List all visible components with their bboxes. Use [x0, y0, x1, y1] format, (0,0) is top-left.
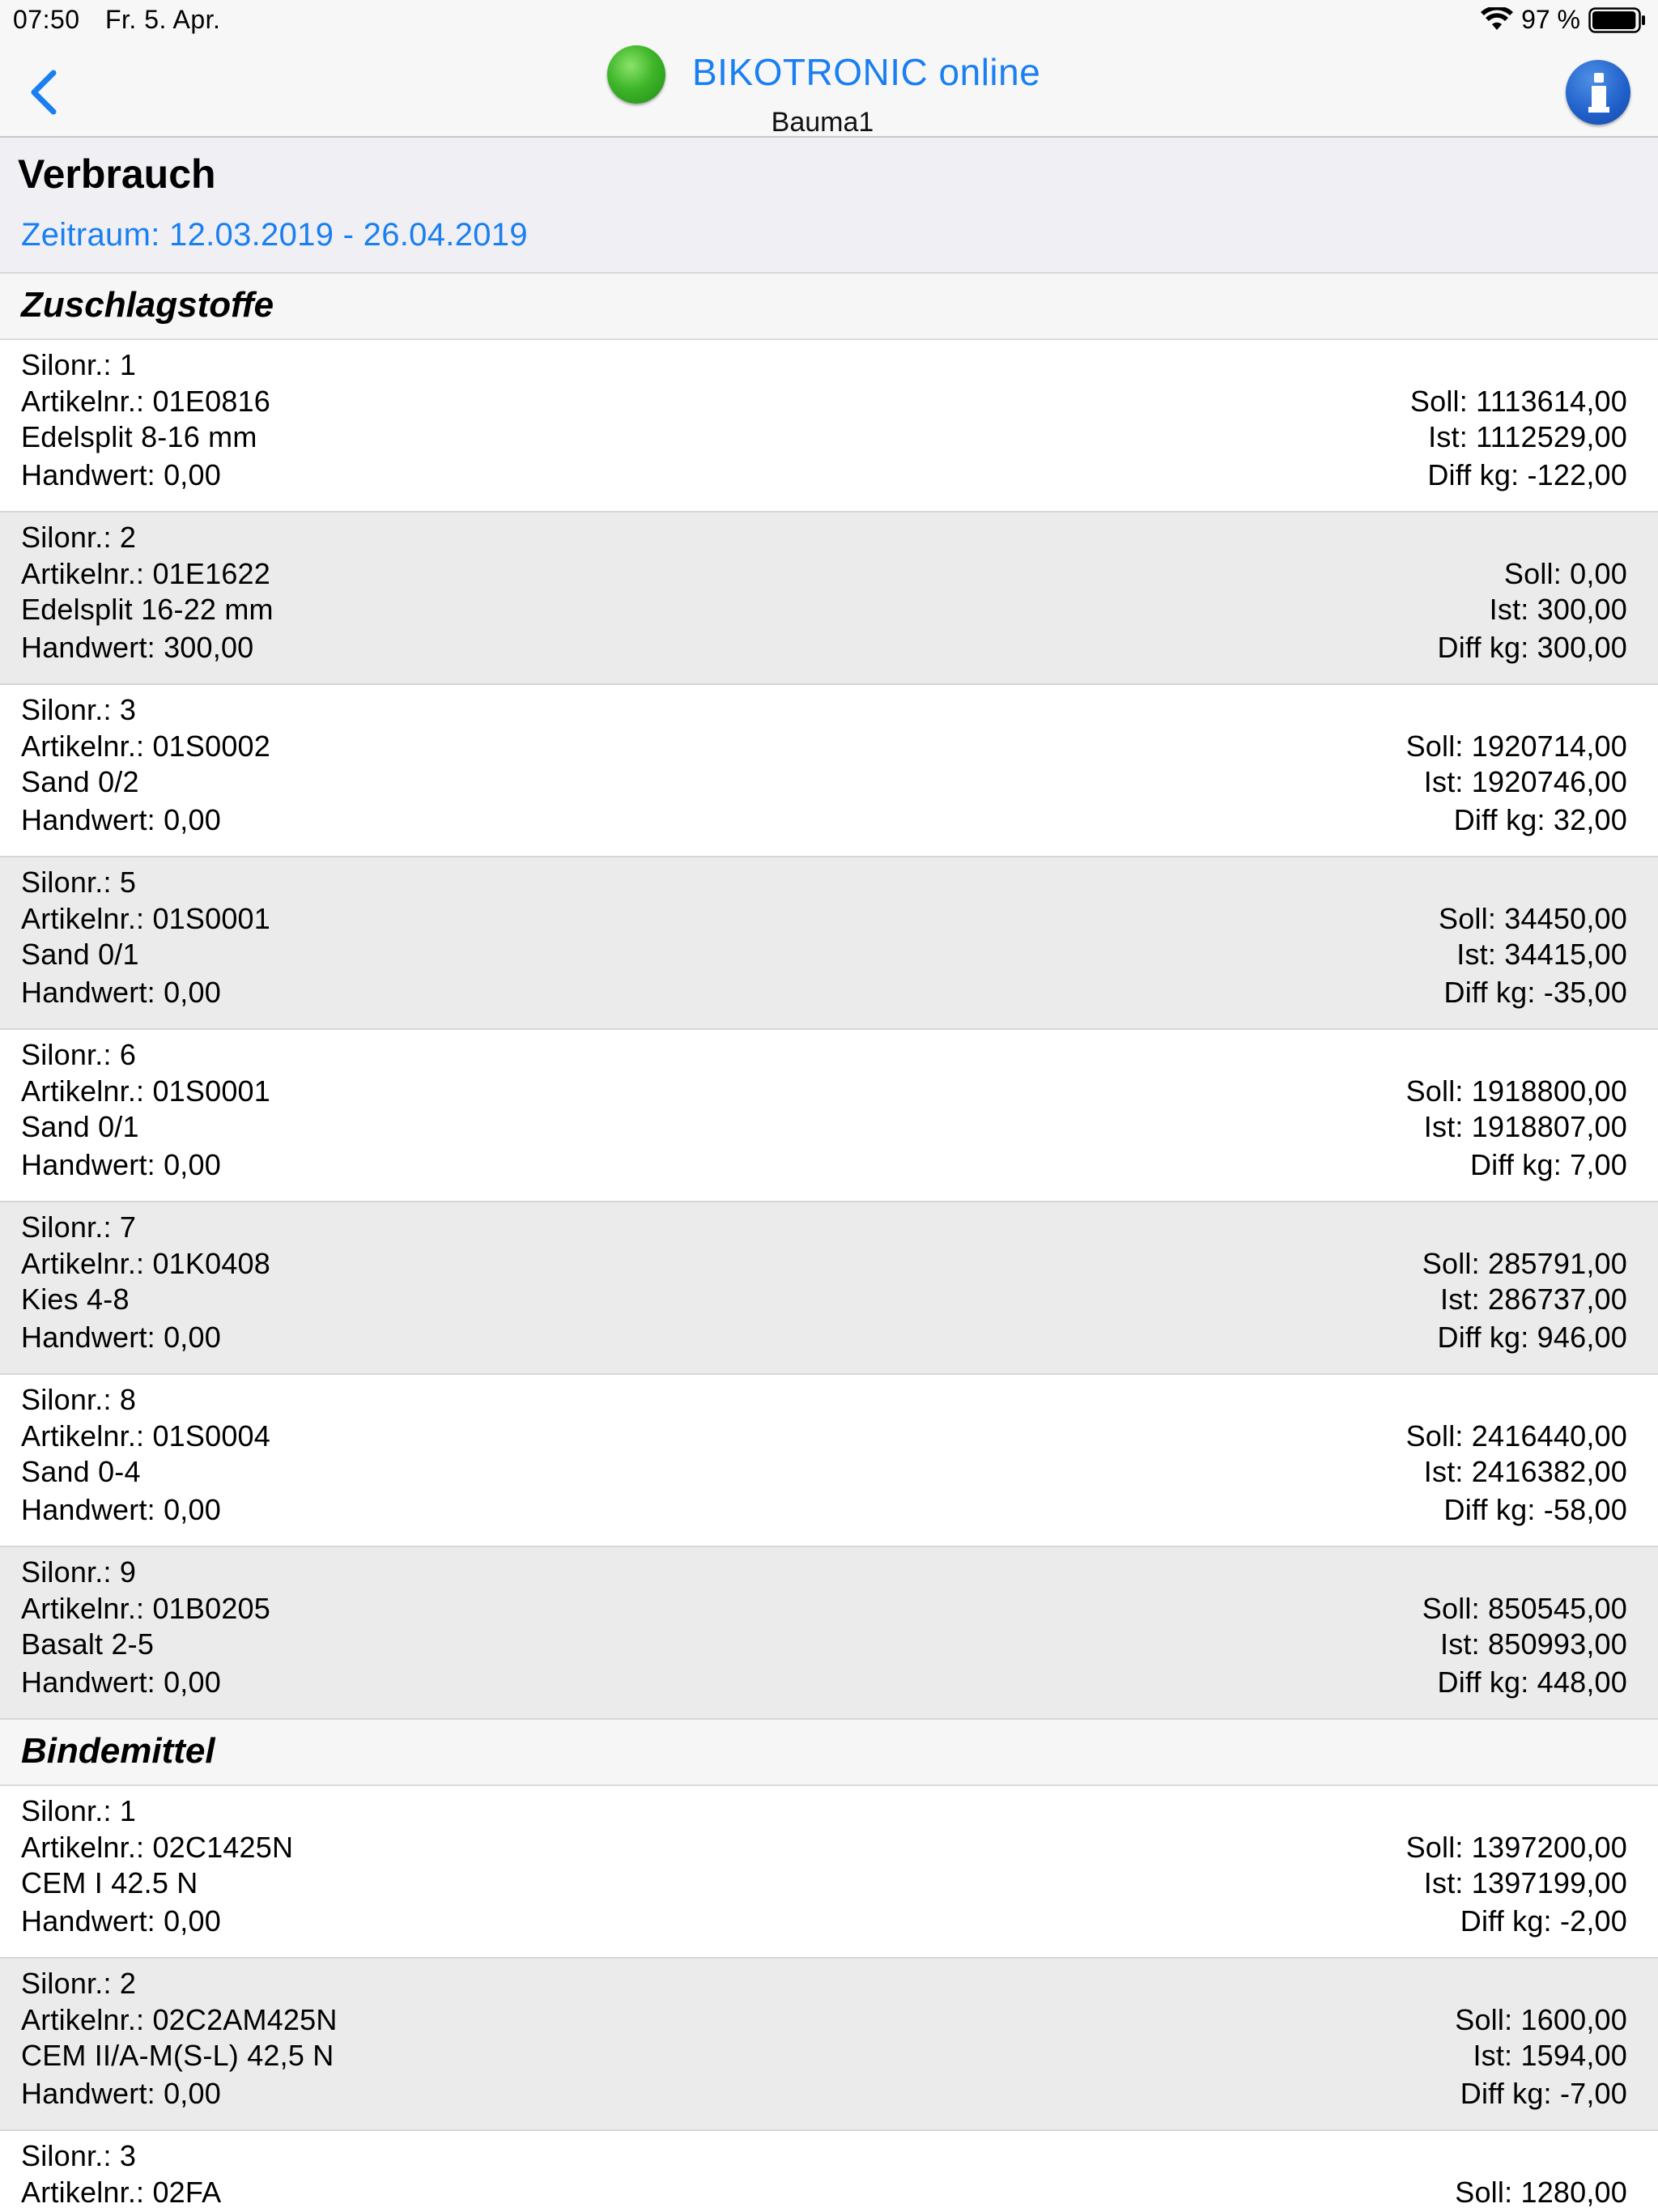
manual-value: Handwert: 0,00 [21, 803, 221, 836]
material-name: CEM I 42.5 N [21, 1866, 198, 1899]
difference-value: Diff kg: 448,00 [1437, 1665, 1627, 1699]
status-right [1481, 5, 1647, 35]
article-number: Artikelnr.: 01E0816 [21, 385, 270, 418]
section-header [0, 274, 1658, 340]
material-name: Basalt 2-5 [21, 1627, 155, 1661]
silo-number: Silonr.: 2 [21, 521, 137, 554]
difference-value: Diff kg: 946,00 [1437, 1321, 1627, 1354]
manual-value: Handwert: 0,00 [21, 976, 221, 1009]
actual-value: Ist: 1920746,00 [1423, 765, 1627, 798]
list-item[interactable] [0, 1202, 1658, 1375]
target-value: Soll: 1397200,00 [1405, 1831, 1627, 1864]
article-number: Artikelnr.: 01K0408 [21, 1247, 270, 1280]
silo-number: Silonr.: 8 [21, 1383, 137, 1416]
manual-value: Handwert: 0,00 [21, 2077, 221, 2110]
difference-value: Diff kg: -35,00 [1443, 976, 1627, 1009]
target-value: Soll: 1920714,00 [1405, 730, 1627, 763]
app-title: BIKOTRONIC online [692, 51, 1041, 93]
difference-value: Diff kg: 7,00 [1469, 1148, 1627, 1181]
list-item[interactable] [0, 857, 1658, 1030]
article-number: Artikelnr.: 01E1622 [21, 557, 270, 590]
difference-value: Diff kg: 300,00 [1437, 631, 1627, 664]
status-time: 07:50 [13, 5, 80, 34]
list-item[interactable] [0, 1030, 1658, 1202]
target-value: Soll: 2416440,00 [1405, 1419, 1627, 1453]
material-name: Edelsplit 8-16 mm [21, 420, 257, 453]
article-number: Artikelnr.: 02FA [21, 2176, 222, 2209]
target-value: Soll: 850545,00 [1422, 1592, 1627, 1625]
target-value: Soll: 34450,00 [1439, 902, 1627, 935]
list-item[interactable] [0, 340, 1658, 513]
section-title: Zuschlagstoffe [21, 285, 274, 325]
material-name: Sand 0/1 [21, 1110, 139, 1143]
target-value: Soll: 0,00 [1503, 557, 1627, 590]
status-date: Fr. 5. Apr. [104, 5, 221, 34]
status-time-date [13, 5, 220, 35]
material-name: Kies 4-8 [21, 1283, 130, 1316]
actual-value: Ist: 850993,00 [1440, 1627, 1627, 1661]
article-number: Artikelnr.: 01S0001 [21, 902, 270, 935]
plant-name [0, 107, 1658, 138]
page-header [0, 138, 1658, 274]
silo-number: Silonr.: 5 [21, 866, 137, 899]
silo-number: Silonr.: 7 [21, 1210, 137, 1244]
silo-number: Silonr.: 6 [21, 1038, 137, 1071]
section-header [0, 1720, 1658, 1786]
status-bar [0, 0, 1658, 42]
difference-value: Diff kg: -58,00 [1443, 1493, 1627, 1526]
target-value: Soll: 1280,00 [1455, 2176, 1627, 2209]
info-icon-base [1588, 107, 1609, 113]
difference-value: Diff kg: -2,00 [1460, 1904, 1627, 1938]
list-item[interactable] [0, 1375, 1658, 1547]
plant-name-label: Bauma1 [771, 107, 874, 138]
material-name: Sand 0/1 [21, 938, 139, 971]
actual-value: Ist: 1918807,00 [1423, 1110, 1627, 1143]
silo-number: Silonr.: 2 [21, 1967, 137, 2000]
actual-value: Ist: 34415,00 [1456, 938, 1627, 971]
actual-value: Ist: 1112529,00 [1428, 420, 1627, 453]
manual-value: Handwert: 0,00 [21, 458, 221, 491]
section-title: Bindemittel [21, 1731, 215, 1771]
actual-value: Ist: 300,00 [1489, 593, 1627, 626]
silo-number: Silonr.: 3 [21, 2139, 137, 2172]
info-icon [1594, 73, 1604, 83]
info-button[interactable] [1566, 60, 1630, 125]
navigation-bar [0, 42, 1658, 138]
manual-value: Handwert: 300,00 [21, 631, 254, 664]
target-value: Soll: 1600,00 [1455, 2003, 1627, 2036]
wifi-icon [1481, 7, 1513, 33]
list-item[interactable] [0, 1786, 1658, 1959]
article-number: Artikelnr.: 01S0001 [21, 1074, 270, 1108]
article-number: Artikelnr.: 02C2AM425N [21, 2003, 338, 2036]
list-item[interactable] [0, 1959, 1658, 2131]
target-value: Soll: 285791,00 [1422, 1247, 1627, 1280]
article-number: Artikelnr.: 01S0002 [21, 730, 270, 763]
manual-value: Handwert: 0,00 [21, 1321, 221, 1354]
target-value: Soll: 1113614,00 [1409, 385, 1627, 418]
manual-value: Handwert: 0,00 [21, 1904, 221, 1938]
actual-value: Ist: 1397199,00 [1423, 1866, 1627, 1899]
list-item[interactable] [0, 513, 1658, 685]
actual-value: Ist: 2416382,00 [1423, 1455, 1627, 1488]
manual-value: Handwert: 0,00 [21, 1148, 221, 1181]
actual-value: Ist: 1594,00 [1473, 2039, 1627, 2072]
actual-value: Ist: 286737,00 [1440, 1283, 1627, 1316]
list-item[interactable] [0, 2131, 1658, 2212]
consumption-list[interactable] [0, 274, 1658, 2212]
silo-number: Silonr.: 1 [21, 348, 137, 381]
difference-value: Diff kg: -7,00 [1460, 2077, 1627, 2110]
article-number: Artikelnr.: 02C1425N [21, 1831, 294, 1864]
page-title: Verbrauch [18, 151, 216, 197]
material-name: CEM II/A-M(S-L) 42,5 N [21, 2039, 334, 2072]
battery-icon [1588, 6, 1647, 34]
period-selector[interactable]: Zeitraum: 12.03.2019 - 26.04.2019 [21, 217, 528, 253]
list-item[interactable] [0, 685, 1658, 857]
difference-value: Diff kg: -122,00 [1427, 458, 1627, 491]
material-name: Sand 0-4 [21, 1455, 141, 1488]
silo-number: Silonr.: 3 [21, 693, 137, 726]
article-number: Artikelnr.: 01B0205 [21, 1592, 270, 1625]
manual-value: Handwert: 0,00 [21, 1493, 221, 1526]
silo-number: Silonr.: 1 [21, 1794, 137, 1827]
difference-value: Diff kg: 32,00 [1453, 803, 1627, 836]
material-name: Edelsplit 16-22 mm [21, 593, 274, 626]
list-item[interactable] [0, 1547, 1658, 1720]
material-name: Sand 0/2 [21, 765, 139, 798]
manual-value: Handwert: 0,00 [21, 1665, 221, 1699]
connection-status-indicator [607, 45, 665, 104]
silo-number: Silonr.: 9 [21, 1555, 137, 1589]
battery-percent: 97 % [1521, 5, 1580, 34]
article-number: Artikelnr.: 01S0004 [21, 1419, 270, 1453]
target-value: Soll: 1918800,00 [1405, 1074, 1627, 1108]
